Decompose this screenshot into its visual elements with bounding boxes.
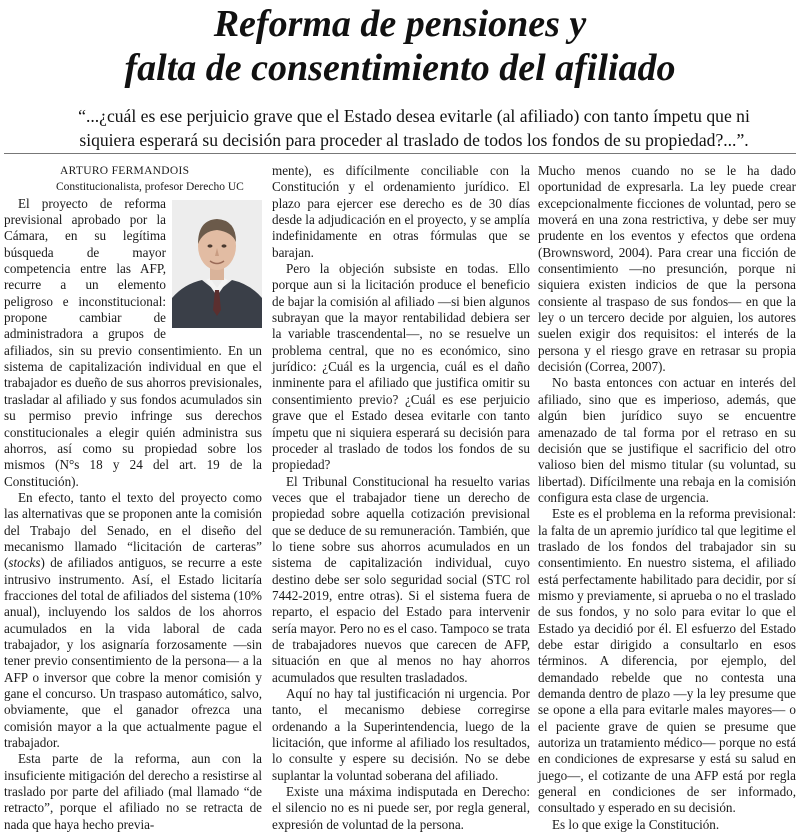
- author-portrait-icon: [172, 200, 262, 328]
- headline: [0, 2, 800, 90]
- text-run: ) de afiliados antiguos, se recurre a este intrusivo instrumento. Así, el Estado licitaría fracciones del total de afiliados del sistema (10% anual), incluyendo los saldos de los ahorros acumulados en la vida laboral de cada trabajador, y los asignaría forzosamente —sin tener previo consentimiento de la persona— a la AFP o inversor que cobre la menor comisión y gane el concurso. Un traspaso automático, salvo, obviamente, que el ganador ofrezca una comisión mayor a la que actualmente pague el trabajador.: [4, 555, 262, 751]
- paragraph: Esta parte de la reforma, aun con la insuficiente mitigación del derecho a resistirse al traslado por parte del afiliado (mal llamado “de retracto”, porque el afiliado no se retracta de nada que haya hecho previa-: [4, 751, 262, 832]
- paragraph: El proyecto de reforma previsional aprobado por la Cámara, en su legítima búsqueda de mayor competencia entre las AFP, recurre a un elemento peligroso e inconstitucional: propone cambiar de administradora a grupos de afiliados, sin su previo consentimiento. En un sistema de capitalización individual en que el trabajador es dueño de sus ahorros previsionales, trasladar al afiliado y sus fondos acumulados sin su permiso previo infringe sus derechos constitucionales a elegir quién administra sus ahorros, así como su propiedad sobre los mismos (N°s 18 y 24 del art. 19 de la Constitución).: [4, 195, 262, 489]
- paragraph: Es lo que exige la Constitución.: [552, 816, 720, 832]
- headline-line-2: falta de consentimiento del afiliado: [124, 47, 676, 89]
- paragraph: mente), es difícilmente conciliable con la Constitución y el ordenamiento jurídico. El plazo para ejercer ese derecho es de 30 días desde la adjudicación en el proyecto, y se amplía indefinidamente en otras fórmulas que se barajan.: [272, 163, 530, 260]
- author-role: Constitucionalista, profesor Derecho UC: [56, 181, 244, 194]
- paragraph: Mucho menos cuando no se le ha dado oportunidad de expresarla. La ley puede crear excepcionalmente ficciones de voluntad, pero se moverá en una zona restrictiva, y debe ser muy prudente en los eventos y efectos que ordena (Brownsword, 2004). Para crear una ficción de consentimiento —no presunción, porque ni siquiera existen indicios de que la persona consiente al traspaso de sus fondos— en que la ley o un tercero decide por alguien, los autores suelen exigir dos requisitos: el interés de la persona y el riesgo grave en retrasar su propia decisión (Correa, 2007).: [538, 163, 796, 375]
- column-2: [272, 163, 530, 833]
- paragraph: [4, 490, 262, 752]
- author-photo: [172, 200, 262, 328]
- italic-term: stocks: [8, 555, 41, 571]
- headline-line-1: Reforma de pensiones y: [213, 3, 587, 45]
- author-name: ARTURO FERMANDOIS: [60, 165, 190, 177]
- paragraph: Existe una máxima indisputada en Derecho: el silencio no es ni puede ser, por regla general, expresión de voluntad de la persona.: [272, 784, 530, 832]
- paragraph: No basta entonces con actuar en interés del afiliado, sino que es imperioso, además, que algún bien jurídico suyo se encuentre amenazado de tal forma por el retraso en su decisión que se justifique el sacrificio del otro valioso bien del mismo titular (su voluntad, su libertad). Difícilmente una rebaja en la comisión configura esta clase de urgencia.: [538, 375, 796, 505]
- divider: [4, 153, 796, 154]
- column-1: [4, 163, 262, 833]
- column-3: [538, 163, 796, 833]
- paragraph: Este es el problema en la reforma previsional: la falta de un apremio jurídico tal que legitime el traslado de los fondos del trabajador sin su consentimiento. En nuestro sistema, el afiliado está perfectamente habilitado para decidir, por sí mismo y previamente, si aprueba o no el traslado de sus fondos, y no solo para evitar lo que el Estado ya decidió por él. El esfuerzo del Estado debe estar dirigido a consultarlo en esos términos. A diferencia, por ejemplo, del demandado rebelde que no contesta una demanda dentro de plazo —y la ley presume que se opone a ella para evitarle males mayores— o el paciente grave de quien se presume que autoriza un tratamiento médico— porque no está en condiciones de expresarse y está su salud en juego—, el cotizante de una AFP está por regla general en condiciones de ser informado, consultado y esperado en su decisión.: [538, 506, 796, 816]
- paragraph: Pero la objeción subsiste en todas. Ello porque aun si la licitación produce el beneficio de bajar la comisión al afiliado —si bien algunos subrayan que la mayor rentabilidad debiera ser la variable trascendental—, no se resuelve un problema central, que no es económico, sino jurídico: ¿Cuál es la urgencia, cuál es el daño inminente para el afiliado que justifica omitir su consentimiento previo? ¿Cuál es ese perjuicio grave que el Estado desea evitarle con tanto ímpetu que ni siquiera esperará su decisión para proceder al traslado de todos los fondos de su propiedad?: [272, 261, 530, 473]
- paragraph: Aquí no hay tal justificación ni urgencia. Por tanto, el mecanismo debiese corregirse ordenando a la Superintendencia, luego de la licitación, que informe al afiliado los resultados, lo consulte y espere su decisión. No se debe suplantar la voluntad soberana del afiliado.: [272, 686, 530, 783]
- pull-quote: “...¿cuál es ese perjuicio grave que el Estado desea evitarle (al afiliado) con tanto ímpetu que ni siquiera esperará su decisión para proceder al traslado de todos los fondos de su propiedad?...”.: [78, 106, 750, 150]
- text-run: En efecto, tanto el texto del proyecto como las alternativas que se proponen ante la comisión del Trabajo del Senado, en el diseño del mecanismo llamado “licitación de carteras” (: [4, 489, 262, 571]
- paragraph: El Tribunal Constitucional ha resuelto varias veces que el trabajador tiene un derecho de propiedad sobre aquella cotización previsional que se deduce de su remuneración. También, que lo tiene sobre sus ahorros acumulados en un sistema de capitalización individual, cuyo destino debe ser solo seguridad social (STC rol 7442-2019, entre otras). Si el sistema fuera de reparto, el espacio del Estado para intervenir sería mayor. Pero no es el caso. Tampoco se trata de trabajadores nuevos que carecen de AFP, situación en que al menos no hay ahorros acumulados que resulten trasladados.: [272, 473, 530, 685]
